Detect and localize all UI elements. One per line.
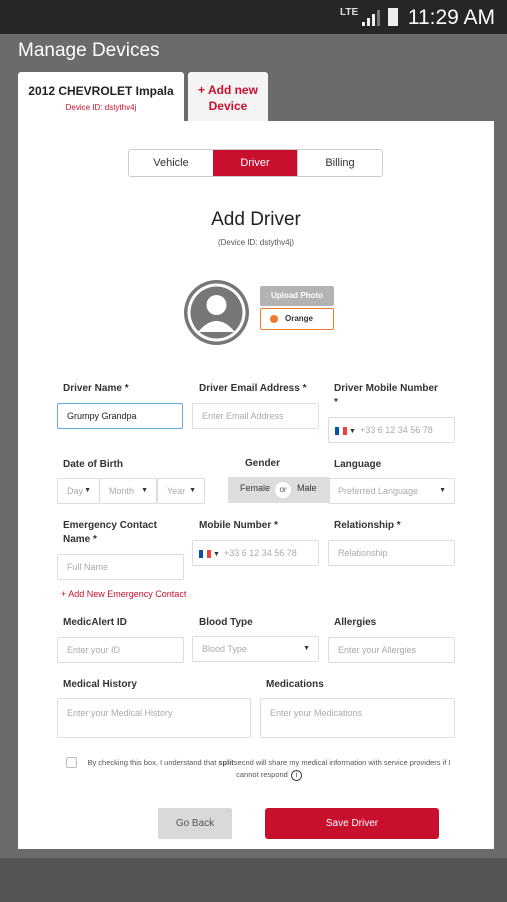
allergies-input[interactable]: Enter your Allergies [328,637,455,663]
color-select-button[interactable] [260,308,334,330]
blood-type-label: Blood Type [199,617,253,628]
gender-or-badge: or [275,482,291,498]
status-bar [0,0,507,34]
bottom-background [0,858,507,902]
driver-name-label: Driver Name * [63,383,129,394]
tab-driver[interactable]: Driver [213,150,297,176]
france-flag-icon [199,550,211,558]
emergency-name-label-line1: Emergency Contact [63,520,157,531]
tab-billing[interactable]: Billing [297,150,382,176]
medications-textarea[interactable]: Enter your Medications [260,698,455,738]
dob-year-select[interactable] [157,478,205,504]
relationship-label: Relationship * [334,520,401,531]
consent-text [82,757,456,781]
chevron-down-icon: ▼ [439,487,446,494]
add-device-line1: + Add new [198,83,258,97]
gender-male-option[interactable]: Male [297,483,317,493]
form-title: Add Driver [211,209,301,230]
driver-mobile-placeholder: +33 6 12 34 56 78 [359,425,433,435]
consent-brand-bold: split [218,758,234,767]
consent-brand-rest: secnd [233,758,254,767]
vehicle-device-id: Device ID: dstythv4j [65,103,137,112]
consent-pre: By checking this box, I understand that [87,758,219,767]
medical-history-label: Medical History [63,679,137,690]
section-tabs [128,149,383,177]
dob-day-select[interactable] [57,478,100,504]
vehicle-name: 2012 CHEVROLET Impala [28,84,174,98]
tab-vehicle[interactable]: Vehicle [153,157,189,169]
emergency-name-label [63,519,157,547]
medications-label: Medications [266,679,324,690]
add-driver-card [18,121,494,849]
color-dot-icon [270,315,278,323]
avatar-icon[interactable] [184,280,249,345]
battery-icon [388,8,398,26]
chevron-down-icon: ▼ [84,487,91,494]
emergency-mobile-input[interactable] [192,540,319,566]
medicalert-label: MedicAlert ID [63,617,127,628]
dob-month-text: Month [109,486,135,496]
chevron-down-icon: ▼ [213,551,220,558]
page-title: Manage Devices [18,40,160,61]
language-placeholder: Preferred Language [338,486,419,496]
info-icon[interactable]: i [291,770,302,781]
driver-mobile-label-line1: Driver Mobile Number [334,383,438,394]
medical-history-textarea[interactable]: Enter your Medical History [57,698,251,738]
gender-toggle[interactable] [228,477,330,503]
dob-month-select[interactable] [99,478,157,504]
allergies-label: Allergies [334,617,377,628]
consent-post: will share my medical information with service providers if I cannot respond [236,758,451,779]
chevron-down-icon: ▼ [189,487,196,494]
add-device-tab[interactable] [188,72,268,122]
chevron-down-icon: ▼ [141,487,148,494]
chevron-down-icon: ▼ [303,645,310,652]
color-label: Orange [285,314,314,323]
medicalert-input[interactable]: Enter your ID [57,637,184,663]
driver-mobile-label-line2: * [334,397,338,408]
relationship-input[interactable]: Relationship [328,540,455,566]
emergency-mobile-placeholder: +33 6 12 34 56 78 [223,548,297,558]
france-flag-icon [335,427,347,435]
form-subtitle: (Device ID: dstythv4j) [217,238,295,247]
driver-email-label: Driver Email Address * [199,383,307,394]
add-emergency-contact-link[interactable]: + Add New Emergency Contact [61,589,187,599]
consent-checkbox[interactable] [66,757,77,768]
lte-indicator: LTE [340,7,359,18]
emergency-name-input[interactable]: Full Name [57,554,184,580]
language-select[interactable] [328,478,455,504]
dob-label: Date of Birth [63,459,123,470]
emergency-name-label-line2: Name * [63,534,97,545]
signal-icon [362,10,380,26]
language-label: Language [334,459,382,470]
driver-email-input[interactable]: Enter Email Address [192,403,319,429]
vehicle-tab[interactable] [18,72,184,122]
driver-mobile-input[interactable] [328,417,455,443]
upload-photo-button[interactable]: Upload Photo [260,286,334,306]
driver-name-input[interactable]: Grumpy Grandpa [57,403,183,429]
go-back-button[interactable]: Go Back [158,808,232,839]
blood-type-placeholder: Blood Type [202,644,247,654]
save-driver-button[interactable]: Save Driver [265,808,439,839]
driver-mobile-label [334,382,438,410]
gender-label: Gender [245,458,281,469]
chevron-down-icon: ▼ [349,428,356,435]
dob-day-text: Day [67,486,84,496]
blood-type-select[interactable] [192,636,319,662]
gender-female-option[interactable]: Female [240,483,271,493]
add-device-line2: Device [208,99,248,113]
clock: 11:29 AM [407,6,495,29]
emergency-mobile-label: Mobile Number * [199,520,278,531]
dob-year-text: Year [167,486,186,496]
